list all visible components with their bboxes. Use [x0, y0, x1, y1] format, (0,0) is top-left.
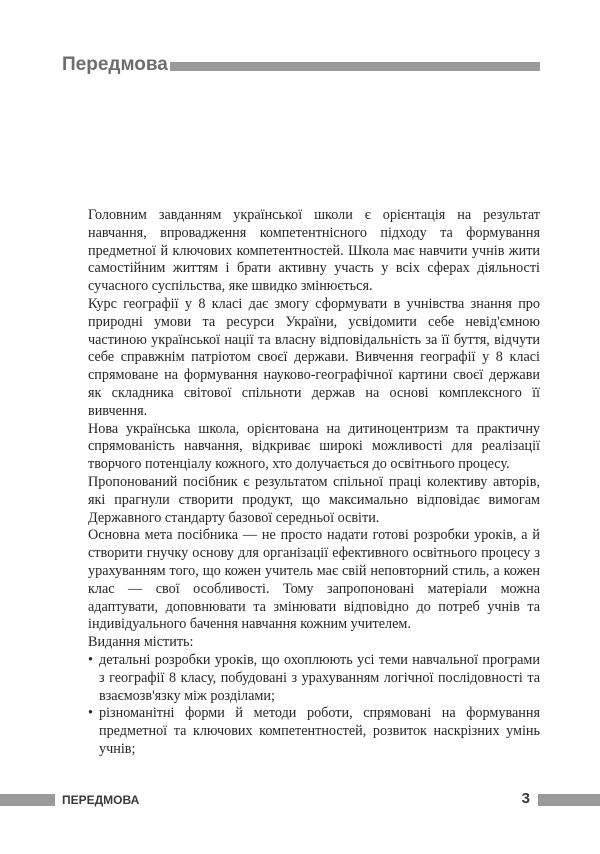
- paragraph: Пропонований посібник є результатом спільної праці колективу авторів, які прагнули створити продукт, що максимально відповідає вимогам Державного стандарту базової середньої освіти.: [88, 473, 540, 526]
- list-intro: Видання містить:: [88, 634, 194, 651]
- list-item-text: детальні розробки уроків, що охоплюють усі теми навчальної програми з географії 8 класу, побудовані з урахуванням логічної послідовності та взаємозв'язку між розділами;: [99, 651, 540, 704]
- footer-rule-left: [0, 794, 55, 806]
- bullet-list: [88, 652, 540, 759]
- running-footer: ПЕРЕДМОВА: [62, 793, 140, 807]
- paragraph: Головним завданням української школи є орієнтація на результат навчання, впровадження компетентнісного підходу та формування предметної й ключових компетентностей. Школа має навчити учнів жити самостійним життям і брати активну участь у всіх сферах діяльності сучасного суспільства, яке швидко змінюється.: [88, 207, 540, 295]
- paragraph: Курс географії у 8 класі дає змогу сформувати в учнівства знання про природні умови та ресурси України, усвідомити себе невід'ємною частиною української нації та власну відповідальність за її буття, відчути себе справжнім патріотом своєї держави. Вивчення географії у 8 класі спрямоване на формування науково-географічної картини своєї держави як складника світової спільноти держав на основі комплексного її вивчення.: [88, 295, 540, 419]
- bullet-icon: •: [88, 705, 93, 722]
- main-text: [88, 207, 540, 759]
- page-header: [62, 52, 540, 78]
- header-rule: [170, 62, 540, 71]
- list-item: [88, 705, 540, 758]
- paragraph: Нова українська школа, орієнтована на дитиноцентризм та практичну спрямованість навчання, відкриває широкі можливості для реалізації творчого потенціалу кожного, хто долучається до освітнього процесу.: [88, 420, 540, 473]
- page-title: Передмова: [62, 54, 168, 75]
- bullet-icon: •: [88, 651, 93, 668]
- page-number: 3: [521, 790, 530, 807]
- paragraph: Основна мета посібника — не просто надати готові розробки уроків, а й створити гнучку основу для організації ефективного освітнього процесу з урахуванням того, що кожен учитель має свій неповторний стиль, а кожен клас — свої особливості. Тому запропоновані матеріали можна адаптувати, доповнювати та змінювати відповідно до потреб учнів та індивідуального бачення навчання кожним учителем.: [88, 527, 540, 633]
- list-item-text: різноманітні форми й методи роботи, спрямовані на формування предметної та ключових компетентностей, розвиток наскрізних умінь учнів;: [99, 705, 540, 757]
- footer-rule-right: [538, 794, 600, 806]
- list-item: [88, 652, 540, 705]
